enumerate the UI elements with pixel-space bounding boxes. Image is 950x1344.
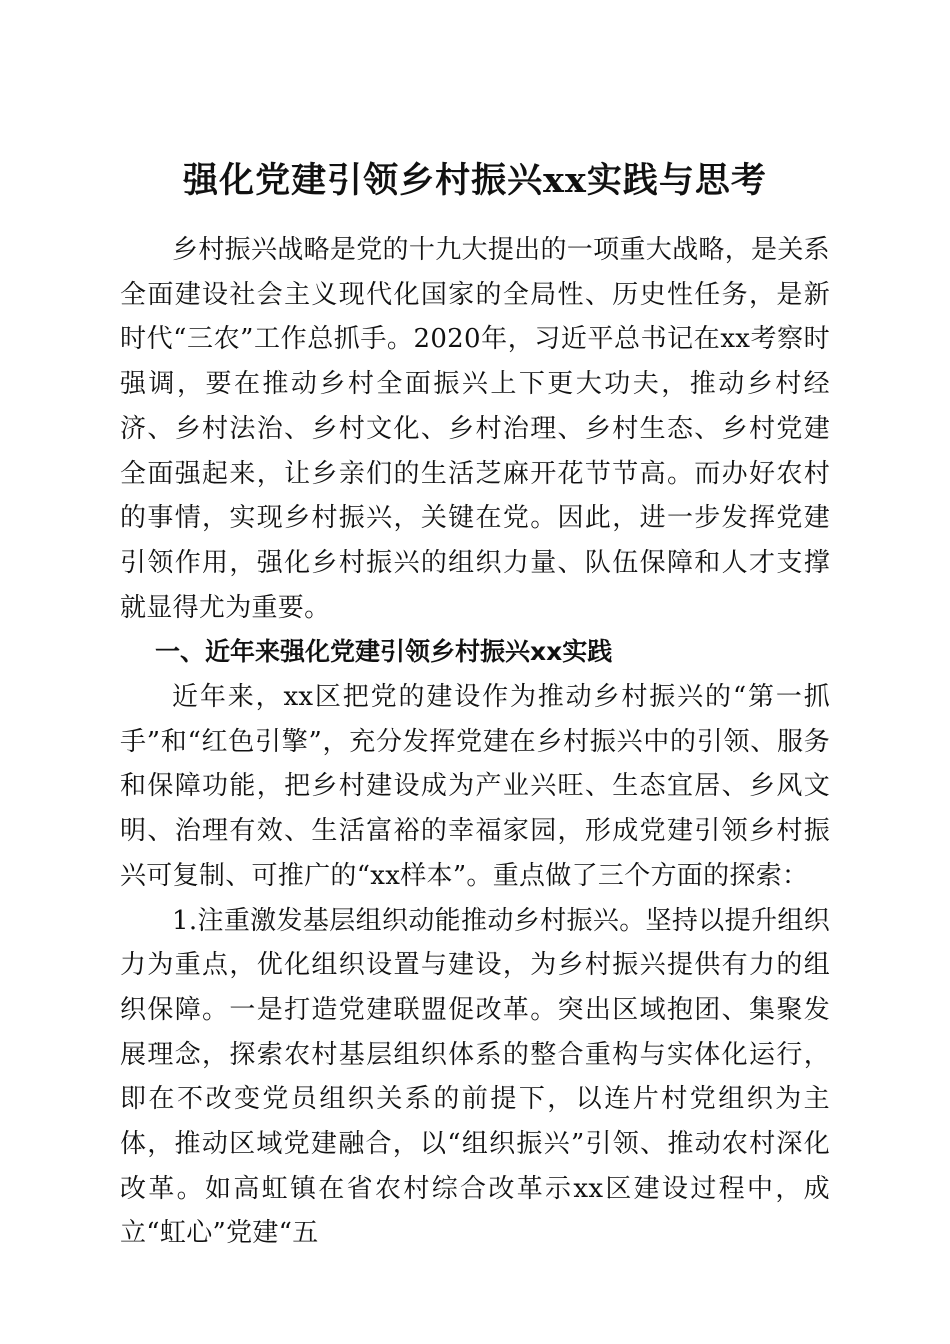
section-paragraph-1: 近年来，xx区把党的建设作为推动乡村振兴的“第一抓手”和“红色引擎”，充分发挥党建在乡村振兴中的引领、服务和保障功能，把乡村建设成为产业兴旺、生态宜居、乡风文明、治理有效、生活富裕的幸福家园，形成党建引领乡村振兴可复制、可推广的“xx样本”。重点做了三个方面的探索： <box>120 682 830 891</box>
document-body <box>120 228 830 1256</box>
section-paragraph-2: 1.注重激发基层组织动能推动乡村振兴。坚持以提升组织力为重点，优化组织设置与建设，为乡村振兴提供有力的组织保障。一是打造党建联盟促改革。突出区域抱团、集聚发展理念，探索农村基层组织体系的整合重构与实体化运行，即在不改变党员组织关系的前提下，以连片村党组织为主体，推动区域党建融合，以“组织振兴”引领、推动农村深化改革。如高虹镇在省农村综合改革示xx区建设过程中，成立“虹心”党建“五 <box>120 905 830 1249</box>
intro-paragraph: 乡村振兴战略是党的十九大提出的一项重大战略，是关系全面建设社会主义现代化国家的全局性、历史性任务，是新时代“三农”工作总抓手。2020年，习近平总书记在xx考察时强调，要在推动乡村全面振兴上下更大功夫，推动乡村经济、乡村法治、乡村文化、乡村治理、乡村生态、乡村党建全面强起来，让乡亲们的生活芝麻开花节节高。而办好农村的事情，实现乡村振兴，关键在党。因此，进一步发挥党建引领作用，强化乡村振兴的组织力量、队伍保障和人才支撑就显得尤为重要。 <box>120 235 830 623</box>
section-heading: 一、近年来强化党建引领乡村振兴xx实践 <box>155 637 613 667</box>
document-title: 强化党建引领乡村振兴xx实践与思考 <box>183 160 767 202</box>
